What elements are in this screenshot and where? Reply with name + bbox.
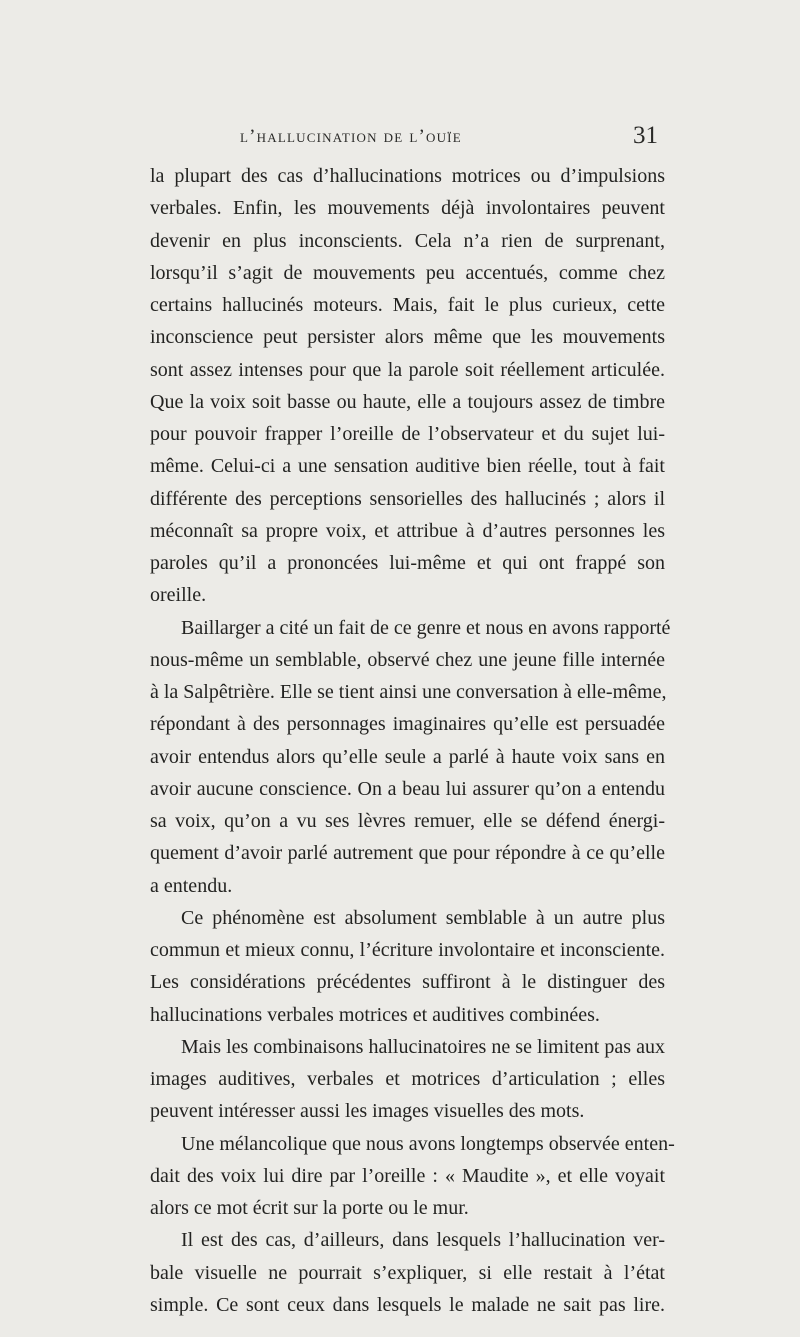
text-line: pour pouvoir frapper l’oreille de l’observateur et du sujet lui- [150,423,665,445]
text-line: alors ce mot écrit sur la porte ou le mur. [150,1197,469,1219]
text-line: commun et mieux connu, l’écriture involontaire et inconsciente. [150,939,665,961]
page-number: 31 [633,122,658,149]
text-line: Mais les combinaisons hallucinatoires ne se limitent pas aux [181,1035,665,1058]
text-line: devenir en plus inconscients. Cela n’a rien de surprenant, [150,229,665,252]
text-line: a entendu. [150,874,233,897]
text-line: méconnaît sa propre voix, et attribue à d’autres personnes les [150,519,665,542]
text-line: Une mélancolique que nous avons longtemps observée enten- [181,1132,675,1155]
text-line: sa voix, qu’on a vu ses lèvres remuer, elle se défend énergi- [150,810,665,832]
text-line: répondant à des personnages imaginaires qu’elle est persuadée [150,713,665,736]
text-line: lorsqu’il s’agit de mouvements peu accentués, comme chez [150,261,665,284]
text-line: inconscience peut persister alors même que les mouvements [150,326,665,349]
page-header [200,124,658,160]
text-line: quement d’avoir parlé autrement que pour répondre à ce qu’elle [150,842,665,865]
text-line: paroles qu’il a prononcées lui-même et qui ont frappé son [150,552,665,574]
text-line: nous-même un semblable, observé chez une jeune fille internée [150,648,665,671]
text-line: Baillarger a cité un fait de ce genre et nous en avons rapporté [181,616,671,639]
body-text [150,160,675,1316]
text-line: à la Salpêtrière. Elle se tient ainsi une conversation à elle-même, [150,681,667,703]
text-line: Que la voix soit basse ou haute, elle a toujours assez de timbre [150,390,665,413]
text-line: hallucinations verbales motrices et auditives combinées. [150,1003,600,1026]
text-line: Les considérations précédentes suffiront à le distinguer des [150,971,665,994]
text-line: peuvent intéresser aussi les images visuelles des mots. [150,1100,585,1123]
text-line: avoir entendus alors qu’elle seule a parlé à haute voix sans en [150,745,665,768]
text-line: bale visuelle ne pourrait s’expliquer, si elle restait à l’état [150,1261,665,1284]
text-line: sont assez intenses pour que la parole soit réellement articulée. [150,358,665,381]
text-line: différente des perceptions sensorielles des hallucinés ; alors il [150,487,665,510]
text-line: même. Celui-ci a une sensation auditive bien réelle, tout à fait [150,455,665,478]
text-line: verbales. Enfin, les mouvements déjà involontaires peuvent [150,197,665,220]
text-line: certains hallucinés moteurs. Mais, fait le plus curieux, cette [150,294,665,316]
running-title: l’hallucination de l’ouïe [240,126,462,147]
text-line: avoir aucune conscience. On a beau lui assurer qu’on a entendu [150,777,665,800]
text-line: images auditives, verbales et motrices d’articulation ; elles [150,1068,665,1090]
text-line: la plupart des cas d’hallucinations motrices ou d’impulsions [150,165,665,187]
text-line: simple. Ce sont ceux dans lesquels le malade ne sait pas lire. [150,1293,665,1316]
text-line: dait des voix lui dire par l’oreille : « Maudite », et elle voyait [150,1164,665,1187]
text-line: Il est des cas, d’ailleurs, dans lesquels l’hallucination ver- [181,1229,665,1252]
text-line: Ce phénomène est absolument semblable à un autre plus [181,906,665,929]
text-line: oreille. [150,584,207,607]
